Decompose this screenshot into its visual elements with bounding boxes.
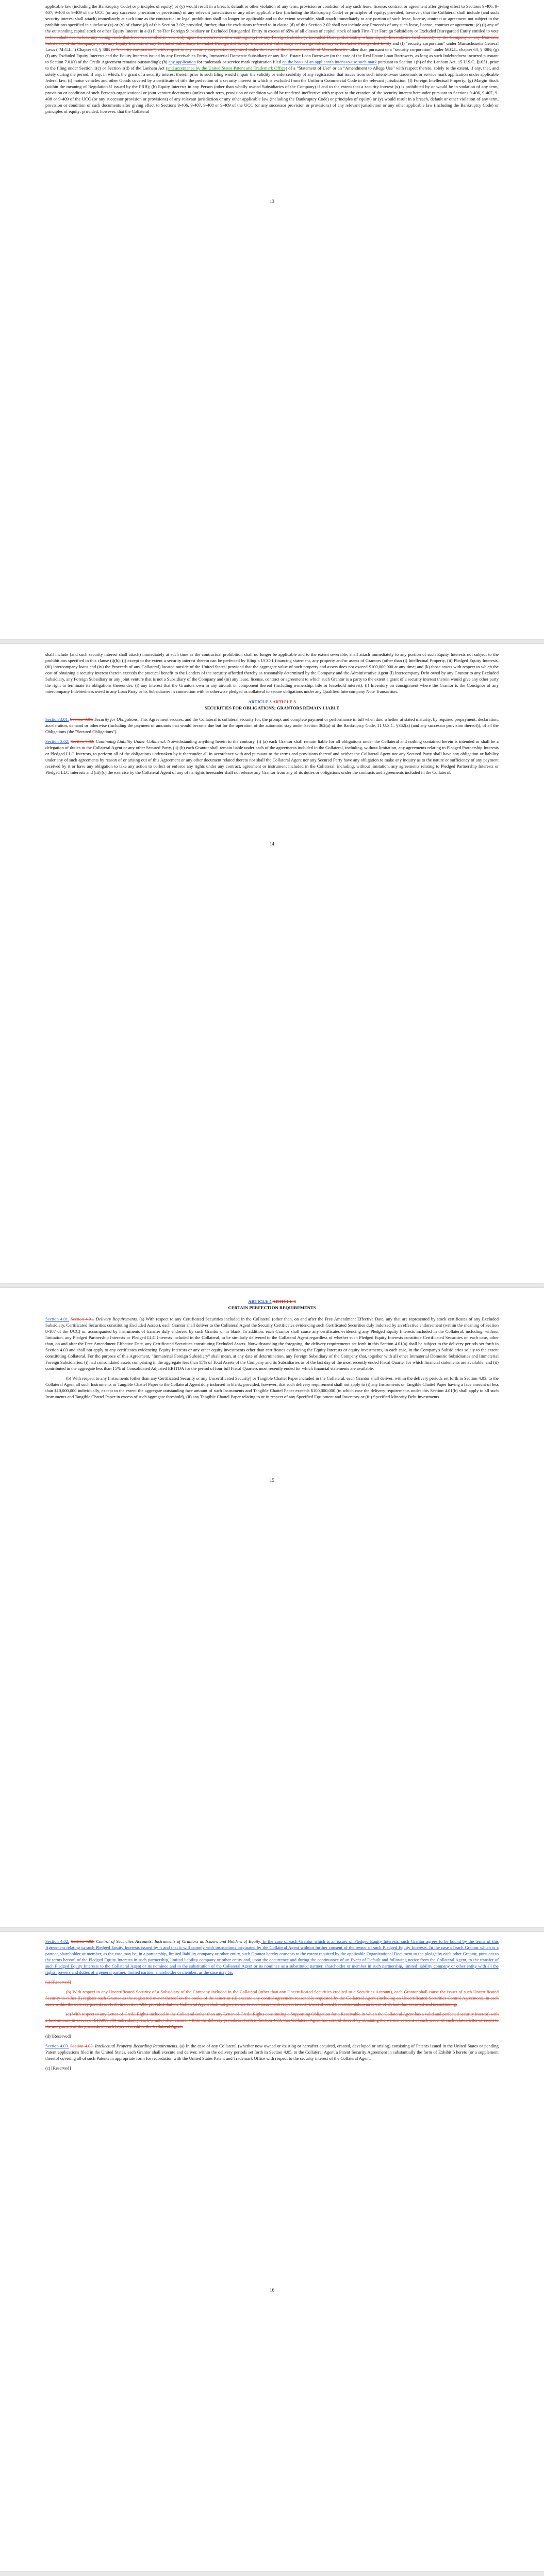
deleted-paragraph: (c) With respect to any Letter-of-Credit Rights included in the Collateral (other than any Letter-of-Credit Rights constituting a Supporting Obligation for a Receivable in which the Collateral Agent has a valid and perfected security interest) with a face amount in excess of $10,000,000 individually, each Grantor shall ensure, within the delivery periods set forth in Section 4.03, that Collateral Agent has control thereof by obtaining the written consent of each issuer of each related letter of credit to the assignment of the proceeds of such letter of credit to the Collateral Agent. xyxy=(45,2011,499,2029)
text-run: pursuant to Section 1(b) of the Lanham Act, 15 U.S.C. §1051, prior to the filing under Section 1(c) or Section 1(d) of the Lanham Act xyxy=(45,59,499,71)
deleted-section-number: Section 3.02. xyxy=(70,739,94,744)
text-run: applicable law (including the Bankruptcy Code) or principles of equity) or (y) would result in a breach, default or other violation of any term, provision or condition of any such lease, license, contract or agreement after giving effect to Sections 9-406, 9-407, 9-408 or 9-409 of the UCC (or any successor provision or provisions) of any relevant jurisdiction or any other applicable law (including the Bankruptcy Code) or principles of equity; provided, however, that the Collateral shall include (and such security interest shall attach) immediately at such time as the contractual or legal prohibition shall no longer be applicable and to the extent severable, shall attach immediately to any portion of such lease, license, contract or agreement not subject to the prohibitions specified in subclause (x) or (y) of clause (d) of this Section 2.02; provided, further, that the exclusions referred to in clause (d) of this Section 2.02 shall not include any Proceeds of any such lease, license, contract or agreement; (e) (i) any of the outstanding capital stock or other Equity Interest in a (i) First-Tier Foreign Subsidiary or Excluded Disregarded Entity in excess of 65% of all classes of capital stock of such First-Tier Foreign Subsidiary or Excluded Disregarded Entity entitled to vote xyxy=(45,4,499,33)
section-paragraph xyxy=(45,1938,499,1975)
section-text: Notwithstanding anything herein to the contrary, (i) (a) each Grantor shall remain liable for all obligations under the Collateral and nothing contained herein is intended or shall be a delegation of duties to the Collateral Agent or any other Secured Party, (ii) (b) each Grantor shall remain liable under each of the agreements included in the Collateral, including, without limitation, any agreements relating to Pledged Partnership Interests or Pledged LLC Interests, to perform all of the obligations undertaken by it thereunder all in accordance with and pursuant to the terms and provisions thereof and neither the Collateral Agent nor any Secured Party shall have any obligation or liability under any of such agreements by reason of or arising out of this Agreement or any other document related thereto nor shall the Collateral Agent nor any Secured Party have any obligation to make any inquiry as to the nature or sufficiency of any payment received by it or have any obligation to take any action to collect or enforce any rights under any contract, agreement or instrument included in the Collateral, including, without limitation, any agreements relating to Pledged Partnership Interests or Pledged LLC Interests and (iii) (c) the exercise by the Collateral Agent of any of its rights hereunder shall not release any Grantor from any of its duties or obligations under the contracts and agreements included in the Collateral. xyxy=(45,739,499,775)
section-paragraph xyxy=(45,2043,499,2061)
deleted-text: (which shall not include any voting stock that becomes entitled to vote only upon the occurrence of a contingency) of any Foreign Subsidiary, Excluded Disregarded Entity whose Equity Interests are held directly by the Company or any Domestic Subsidiary of the Company, or (ii) any Equity Interests of any Excluded Subsidiary, Excluded Disregarded Entity, Unrestricted Subsidiary, or Foreign Subsidiary or Excluded Disregarded Entity xyxy=(45,35,499,46)
section-text: In the case of each Grantor which is an issuer of Pledged Equity Interests, such Grantor agrees to be bound by the terms of this Agreement relating to such Pledged Equity Interests issued by it and that it will comply with instructions originated by the Collateral Agent without further consent of the owner of such Pledged Equity Interests. In the case of each Grantor which is a partner, shareholder or member, as the case may be, in a partnership, limited liability company or other entity, such Grantor hereby consents to the extent required by the applicable Organizational Document to the pledge by each other Grantor, pursuant to the terms hereof, of the Pledged Equity Interests in such partnership, limited liability company or other entity and, upon the occurrence and during the continuance of an Event of Default and following notice from the Collateral Agent, to the transfer of such Pledged Equity Interests to the Collateral Agent or its nominee and to the substitution of the Collateral Agent or its nominee as a substituted partner, shareholder or member in such partnership, limited liability company or other entity with all the rights, powers and duties of a general partner, limited partner, shareholder or member, as the case may be. xyxy=(45,1939,499,1975)
section-heading: Intellectual Property Recording Requirements. xyxy=(95,2043,178,2048)
document-page xyxy=(0,1288,544,1927)
section-text: This Agreement secures, and the Collateral is collateral security for, the prompt and complete payment or performance in full when due, whether at stated maturity, by required prepayment, declaration, acceleration, demand or otherwise (including the payment of amounts that would become due but for the operation of the automatic stay under Section 362(a) of the Bankruptcy Code, 11 U.S.C. §362(a) (and any successor provision thereof)), of all the Obligations (the "Secured Obligations"). xyxy=(45,717,499,734)
section-number: Section 3.02. xyxy=(45,739,69,744)
deleted-text: (a "security corporation") with respect to any security corporation organized under the laws of the Commonwealth of Massachusetts, xyxy=(111,47,350,52)
text-run: other than pursuant to a "security corporation" under M.G.L. chapter 63, § 38B; (g) (f) any Excluded Equity Interests and the Equity Interests issued by any Receivables Entity, Immaterial Domestic Subsidiary or any Real Estate Loan Borrower (to the case of the Real Estate Loan Borrowers, as long as such Indebtedness incurred pursuant to Section 7.01(r) of the Credit Agreement remains outstanding); (h) xyxy=(45,47,499,64)
article-number: ARTICLE 3 xyxy=(248,699,272,704)
section-text: (a) With respect to any Certificated Securities included in the Collateral (other than, on and after the Free Amendment Effective Date, any that are represented by stock certificates of any Excluded Subsidiary, Certificated Securities constituting Excluded Assets), each Grantor shall deliver to the Collateral Agent the Security Certificates evidencing such Certificated Securities duly indorsed by an effective endorsement (within the meaning of Section 8-107 of the UCC) or, accompanied by instruments of transfer duly endorsed by such Grantor or in blank. In addition, each Grantor shall cause any certificates evidencing any Pledged Equity Interests included in the Collateral, including, without limitation, any Pledged Partnership Interests or Pledged LLC Interests included in the Collateral, to be similarly delivered to the Collateral Agent regardless of whether such Pledged Equity Interests constitute Certificated Securities on each case, other than, on and after the Free Amendment Effective Date, any Certificated Securities constituting Excluded Assets. Notwithstanding the foregoing, the delivery requirements set forth in this Section 4.01(a) shall be subject to the delivery periods set forth in Section 4.03 and shall not apply to any certificates evidencing Equity Interests or any other equity investments other than certificates evidencing the Equity Interests or equity investments, in each case, in the Company's Subsidiaries solely to the extent constituting Collateral. For the purpose of this Agreement, "Immaterial Foreign Subsidiary" shall mean, at any date of determination, any Foreign Subsidiary of the Company that, together with all other Immaterial Domestic Subsidiaries and Immaterial Foreign Subsidiaries, (i) had consolidated assets comprising in the aggregate less than 15% of Total Assets of the Company and its Subsidiaries as of the last day of the most recently ended Fiscal Quarter for which financial statements are available; and (ii) contributed in the aggregate less than 15% of Consolidated Adjusted EBITDA for the period of four full Fiscal Quarters most recently ended for which financial statements are available. xyxy=(45,1316,499,1371)
reserved-paragraph: (c) [Reserved] xyxy=(45,2065,71,2071)
deleted-section-number: Section 4.01. xyxy=(70,1316,94,1321)
page-number: 15 xyxy=(270,1478,274,1483)
page-body xyxy=(45,1938,499,2075)
page-body xyxy=(45,651,499,779)
section-heading: Control of Securities Accounts; Instruments of Grantors as Issuers and Holders of Equity. xyxy=(96,1939,261,1944)
article-title: SECURITIES FOR OBLIGATIONS; GRANTORS REMAIN LIABLE xyxy=(204,705,340,710)
section-paragraph xyxy=(45,738,499,775)
document-page xyxy=(0,644,544,1283)
page-number: 14 xyxy=(270,841,274,846)
article-number: ARTICLE 4 xyxy=(248,1299,272,1304)
section-paragraph xyxy=(45,716,499,735)
section-paragraph: (b) With respect to any Instruments (other than any Certificated Security or any Uncertificated Security) or Tangible Chattel Paper included in the Collateral, each Grantor shall deliver, within the delivery periods set forth in Section 4.03, to the Collateral Agent all such Instruments or Tangible Chattel Paper to the Collateral Agent duly indorsed in blank; provided, however, that such delivery requirement shall not apply to (i) any Instruments or Tangible Chattel Paper having a face amount of less than $10,000,000 individually, except to the extent the aggregate outstanding face amount of such Instruments and Tangible Chattel Paper exceeds $100,000,000 (in which case the delivery requirements under this Section 4.01(b) shall apply to all such Instruments and Tangible Chattel Paper in excess of such aggregate threshold), (ii) any Tangible Chattel Paper relating to or in respect of any Specified Equipment and Inventory or (iii) Specified Minority Debt Investments. xyxy=(45,1376,499,1399)
article-heading xyxy=(45,1298,499,1311)
deleted-article-number: ARTICLE 3 xyxy=(272,699,296,704)
deleted-section-number: Section 4.02. xyxy=(71,1939,95,1944)
section-number: Section 4.02. xyxy=(45,1939,70,1944)
page-body xyxy=(45,3,499,118)
paragraph: shall include (and such security interest shall attach) immediately at such time as the contractual prohibition shall no longer be applicable and to the extent severable, shall attach immediately to any portion of such Equity Interests not subject to the prohibitions specified in this clause (i)(h); (j) except to the extent a security interest therein can be perfected by filing a UCC-1 financing statement, any property and/or assets of Grantors (other than (i) Intellectual Property, (ii) Pledged Equity Interests, (iii) intercompany loans and (iv) the Proceeds of any Collateral) located outside of the United States; provided that the aggregate value of such property and assets does not exceed $100,000,000 at any time; and (k) those assets with respect to which the cost of obtaining a security interest therein exceeds the practical benefit to the Lenders of the security afforded thereby as reasonably determined by the Company and the Administrative Agent (l) Intercompany Debt owed by any Grantor to any Excluded Subsidiary, any Foreign Subsidiary or any joint venture that is not a Subsidiary of the Company and (m) any lease, license, contract or agreement to which such Grantor is a party to the extent a grant of a security interest therein would give any other party the right to terminate its obligations thereunder; (l) any interest that the Grantors own in any aircraft or component thereof (including ownership, title or leasehold interest), (l) Inventory on consignment where the Grantor is the Consignor of any intercompany Indebtedness owed to any Loan Party or its Subsidiaries in connection with or otherwise pledged as collateral to secure obligations under any Qualified Intercompany Note Transaction. xyxy=(45,652,499,694)
section-paragraph xyxy=(45,1316,499,1371)
text-run: for trademark or service mark registration filed xyxy=(195,59,283,64)
section-text: (a) In the case of any Collateral (whether now owned or existing or hereafter acquired, created, developed or arising) consisting of Patents issued in the United States or pending Patent applications filed in the United States, each Grantor shall execute and deliver, within the delivery periods set forth in Section 4.05, to the Collateral Agent a Patent Security Agreement in substantially the form of Exhibit 6 hereto (or a supplement thereto) covering all of such Patents in appropriate form for recordation with the United States Patent and Trademark Office with respect to the security interest of the Collateral Agent. xyxy=(45,2043,499,2061)
section-number: Section 4.01. xyxy=(45,1316,69,1321)
section-heading: Delivery Requirements. xyxy=(95,1316,138,1321)
page-number: 16 xyxy=(270,2287,274,2293)
inserted-text: any application xyxy=(168,59,196,64)
article-title: CERTAIN PERFECTION REQUIREMENTS xyxy=(228,1305,316,1310)
reserved-paragraph: (a) [Reserved] xyxy=(45,1979,71,1985)
deleted-section-number: Section 4.03. xyxy=(70,2043,94,2048)
inserted-text: (and acceptance by the United States Patent and Trademark Office) xyxy=(166,65,287,71)
page-number: 13 xyxy=(270,199,274,204)
section-heading: Continuing Liability Under Collateral. xyxy=(95,739,166,744)
document-page xyxy=(0,1932,544,2571)
reserved-paragraph: (d) [Reserved] xyxy=(45,2033,71,2039)
article-heading xyxy=(45,699,499,711)
section-number: Section 4.03. xyxy=(45,2043,69,2048)
paragraph xyxy=(45,3,499,114)
text-run: of a "Statement of Use" or an "Amendment to Allege Use" with respect thereto, solely to the extent, if any, that, and solely during the period, if any, in which, the grant of a security interest therein prior to such filing would impair the validity or enforceability of any registration that issues from such intent-to-use trademark or service mark application under applicable federal law; (i) motor vehicles and other Goods covered by a certificate of title the perfection of a security interest in which is excluded from the Uniform Commercial Code in the relevant jurisdiction; (f) Foreign Intellectual Property; (g) Margin Stock (within the meaning of Regulation U issued by the FRB); (h) Equity Interests in any Person (other than wholly owned Subsidiaries of the Company) if and to the extent that a security interest (x) is prohibited by or would be in violation of any term, provision or condition of such Person's organizational or joint venture documents (unless such term, provision or condition would be rendered ineffective with respect to the creation of the security interest hereunder pursuant to Sections 9-406, 9-407, 9-408 or 9-409 of the UCC (or any successor provision or provisions) of any relevant jurisdiction or any other applicable law (including the Bankruptcy Code) or principles of equity) or (y) would result in a breach, default or other violation of any term, provision or condition of such documents after giving effect to Sections 9-406, 9-407, 9-408 or 9-409 of the UCC (or any successor provision or provisions) of any relevant jurisdiction or any other applicable law (including the Bankruptcy Code) or principles of equity; provided, however, that the Collateral xyxy=(45,65,499,114)
page-body xyxy=(45,1294,499,1403)
text-run: and (f) "security corporation" under Massachusetts General Laws ("M.G.L.") Chapter 63, § 38B xyxy=(45,41,499,52)
deleted-section-number: Section 3.01. xyxy=(70,717,94,722)
deleted-paragraph: (b) With respect to any Uncertificated Security of a Subsidiary of the Company included in the Collateral (other than any Uncertificated Securities credited to a Securities Account), each Grantor shall cause the issuer of such Uncertificated Security to either (i) register such Grantor as the registered owner thereof on the books of the issuer or (ii) execute any control agreement reasonably requested by the Collateral Agent (including an Uncertificated Securities Control Agreement), in each case, within the delivery periods set forth in Section 4.03, provided that the Collateral Agent shall not give notice to such issuer with respect to such Uncertificated Securities unless an Event of Default has occurred and is continuing. xyxy=(45,1989,499,2007)
section-heading: Security for Obligations. xyxy=(94,717,139,722)
document-page xyxy=(0,0,544,639)
section-number: Section 3.01. xyxy=(45,717,69,722)
deleted-article-number: ARTICLE 4 xyxy=(272,1299,296,1304)
inserted-text: on the basis of an applicant's intent-to-use such mark xyxy=(282,59,377,64)
